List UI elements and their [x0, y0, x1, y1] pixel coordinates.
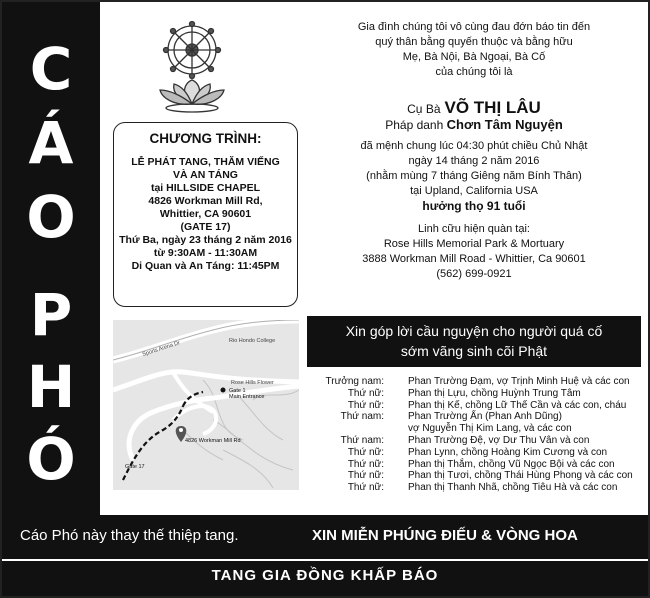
map-flower-label: Rose Hills Flower [231, 380, 274, 386]
repose-phone: (562) 699-0921 [436, 268, 512, 280]
relatives-list [308, 376, 642, 494]
notice-no-flowers-text: XIN MIỄN PHÚNG ĐIẾU & VÒNG HOA [312, 527, 578, 544]
title-letter-h: H [26, 353, 76, 421]
list-item [308, 400, 642, 412]
relative-name: Phan Lynn, chồng Hoàng Kim Cương và con [408, 446, 608, 458]
death-line: (nhằm mùng 7 tháng Giêng năm Bính Thân) [366, 170, 582, 182]
announce-line: Gia đình chúng tôi vô cùng đau đớn báo tin đến [357, 21, 591, 33]
relative-name: Phan thị Thắm, chồng Vũ Ngọc Bội và các con [408, 458, 615, 470]
map-college-label: Rio Hondo College [229, 338, 276, 344]
family-signoff: TANG GIA ĐỒNG KHẤP BÁO [2, 561, 648, 596]
program-heading: CHƯƠNG TRÌNH: [149, 131, 262, 146]
relative-name: Phan thị Thanh Nhã, chồng Tiêu Hà và các con [408, 482, 618, 494]
relative-name: Phan Trường Đạm, vợ Trịnh Minh Huệ và các con [408, 376, 630, 387]
program-line: tại HILLSIDE CHAPEL [150, 182, 261, 194]
relative-role: Thứ nam: [340, 411, 384, 423]
map-street-label: Sports Arena Dr [141, 340, 181, 358]
list-item [308, 376, 642, 388]
map-pin-label: 4826 Workman Mill Rd [185, 438, 241, 444]
map-gate17-label: Gate 17 [125, 464, 145, 470]
title-sidebar [2, 2, 100, 515]
list-item [308, 435, 642, 447]
program-line: 4826 Workman Mill Rd, [148, 195, 263, 207]
relative-role: Thứ nữ: [347, 387, 384, 399]
relative-name: Phan Trường Ẩn (Phan Anh Dũng) [408, 411, 562, 423]
relative-role: Trưởng nam: [325, 376, 384, 387]
map-gate1-label: Gate 1 [229, 388, 246, 394]
location-map [113, 320, 299, 490]
relative-role: Thứ nam: [340, 434, 384, 446]
program-line: Whittier, CA 90601 [159, 208, 252, 220]
program-date: Thứ Ba, ngày 23 tháng 2 năm 2016 [119, 234, 292, 246]
program-line: (GATE 17) [180, 221, 231, 233]
relative-name: Phan thị Kế, chồng Lữ Thế Cần và các con, cháu [408, 399, 627, 411]
list-item [308, 482, 642, 494]
relative-name: Phan Trường Đệ, vợ Dư Thu Vân và con [408, 434, 590, 446]
list-item [308, 411, 642, 423]
death-line: ngày 14 tháng 2 năm 2016 [408, 155, 540, 167]
relative-role: Thứ nữ: [347, 399, 384, 411]
dharma-name: Chơn Tâm Nguyện [446, 117, 563, 132]
title-letter-c: C [29, 35, 73, 103]
dharma-label: Pháp danh [385, 118, 444, 132]
deceased-name-line [310, 100, 638, 117]
deceased-name: VÕ THỊ LÂU [444, 98, 541, 117]
title-letter-o: O [26, 183, 76, 251]
relative-role: Thứ nữ: [347, 482, 384, 494]
death-line: đã mệnh chung lúc 04:30 phút chiều Chủ Nhật [360, 140, 588, 152]
announce-line: của chúng tôi là [435, 66, 513, 78]
notice-band [2, 515, 648, 559]
map-entrance-label: Main Entrance [229, 394, 265, 400]
relative-name: vợ Nguyễn Thị Kim Lang, và các con [408, 423, 572, 435]
repose-line: Linh cữu hiện quàn tại: [418, 223, 530, 235]
death-line: tại Upland, California USA [410, 185, 538, 197]
program-line: VÀ AN TÁNG [173, 169, 238, 181]
announce-line: Mẹ, Bà Nội, Bà Ngoại, Bà Cố [402, 51, 546, 63]
prayer-banner [307, 316, 641, 367]
prayer-line: sớm vãng sinh cõi Phật [400, 343, 548, 359]
relative-name: Phan thị Lựu, chồng Huỳnh Trung Tâm [408, 387, 581, 399]
honorific: Cụ Bà [407, 102, 441, 116]
notice-replacement-text: Cáo Phó này thay thế thiệp tang. [20, 527, 239, 544]
list-item [308, 459, 642, 471]
program-time: từ 9:30AM - 11:30AM [153, 247, 258, 259]
relative-role: Thứ nữ: [347, 446, 384, 458]
relative-name: Phan thị Tươi, chồng Thái Hùng Phong và các con [408, 470, 633, 482]
announcement [310, 20, 638, 282]
repose-line: 3888 Workman Mill Road - Whittier, Ca 90601 [362, 253, 586, 265]
program-box [113, 122, 298, 307]
list-item [308, 423, 642, 435]
program-line: LỄ PHÁT TANG, THĂM VIẾNG [131, 156, 280, 168]
relative-role: Thứ nữ: [347, 470, 384, 482]
title-letter-o2: Ó [26, 425, 76, 493]
age-line: hưởng thọ 91 tuổi [422, 199, 526, 213]
title-letter-p: P [29, 281, 73, 349]
dharma-name-line [310, 117, 638, 133]
relative-role: Thứ nữ: [347, 458, 384, 470]
list-item [308, 447, 642, 459]
map-marker-icon [221, 388, 226, 393]
repose-line: Rose Hills Memorial Park & Mortuary [383, 238, 565, 250]
announce-line: quý thân bằng quyến thuộc và bằng hữu [375, 36, 573, 48]
title-letter-a: Á [28, 109, 74, 177]
lotus-wheel-icon [152, 18, 232, 116]
list-item [308, 470, 642, 482]
prayer-line: Xin góp lời cầu nguyện cho người quá cố [345, 323, 603, 339]
program-burial-time: Di Quan và An Táng: 11:45PM [131, 260, 280, 272]
list-item [308, 388, 642, 400]
